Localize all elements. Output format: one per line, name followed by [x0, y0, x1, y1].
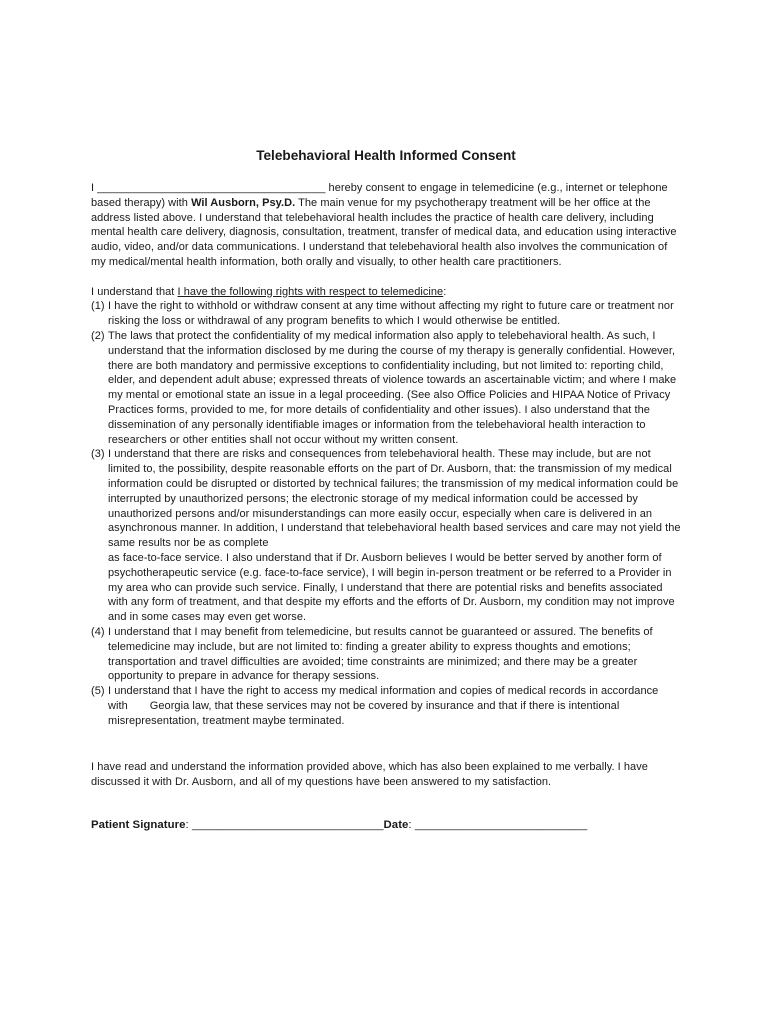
- rights-intro: [91, 285, 681, 300]
- list-item-text-b: Georgia law, that these services may not be covered by insurance and that if there is intentional misrepresentation, treatment maybe terminated.: [108, 699, 620, 727]
- list-item-text: I have the right to withhold or withdraw consent at any time without affecting my right to future care or treatment nor risking the loss or withdrawal of any program benefits to which I would otherwise be entitled.: [108, 300, 674, 328]
- provider-name: Wil Ausborn, Psy.D.: [191, 196, 296, 209]
- rights-intro-colon: :: [443, 285, 447, 298]
- closing-paragraph: I have read and understand the information provided above, which has also been explained to me verbally. I have discussed it with Dr. Ausborn, and all of my questions have been answered to my satisfaction.: [91, 761, 648, 789]
- rights-list: [91, 299, 681, 728]
- patient-signature-label: Patient Signature: [91, 819, 186, 832]
- list-number: (4): [91, 625, 105, 638]
- rights-intro-lead: I understand that: [91, 285, 178, 298]
- list-number: (5): [91, 685, 105, 698]
- list-item-text: I understand that there are risks and consequences from telebehavioral health. These may include, but are not limited to, the possibility, despite reasonable efforts on the part of Dr. Ausborn, that: the transmission of my medical information could be disrupted or distorted by technical failures; the transmission of my medical information could be interrupted by unauthorized persons; the electronic storage of my medical information could be accessed by unauthorized persons and/or misunderstandings can more easily occur, especially when care is delivered in an asynchronous manner. In addition, I understand that telebehavioral health based services and care may not yield the same results nor be as complete: [108, 448, 681, 550]
- list-number: (3): [91, 448, 105, 461]
- colon: :: [408, 819, 415, 832]
- rights-intro-underlined: I have the following rights with respect to telemedicine: [177, 285, 444, 298]
- signature-row: [91, 818, 681, 833]
- list-item-text: I understand that I may benefit from telemedicine, but results cannot be guaranteed or assured. The benefits of telemedicine may include, but are not limited to: finding a greater ability to express thoughts and emotions; transportation and travel difficulties are avoided; time constraints are minimized; and there may be a greater opportunity to prepare in advance for therapy sessions.: [108, 625, 653, 683]
- list-number: (1): [91, 300, 105, 313]
- consent-document: [91, 148, 681, 833]
- name-blank-line[interactable]: _____________________________________: [97, 182, 326, 194]
- date-label: Date: [383, 819, 409, 832]
- list-number: (2): [91, 329, 105, 342]
- right-item-2: [91, 329, 681, 447]
- intro-rest: The main venue for my psychotherapy treatment will be her office at the address listed above. I understand that telebehavioral health includes the practice of health care delivery, including mental health care delivery, diagnosis, consultation, treatment, transfer of medical data, and education using interactive audio, video, and/or data communications. I understand that telebehavioral health also involves the communication of my medical/mental health information, both orally and visually, to other health care practitioners.: [91, 196, 677, 268]
- list-item-text: The laws that protect the confidentiality of my medical information also apply to telebehavioral health. As such, I understand that the information disclosed by me during the course of my therapy is generally confidential. However, there are both mandatory and permissive exceptions to confidentiality including, but not limited to: reporting child, elder, and dependent adult abuse; expressed threats of violence towards an ascertainable victim; and where I make my mental or emotional state an issue in a legal proceeding. (See also Office Policies and HIPAA Notice of Privacy Practices forms, provided to me, for more details of confidentiality and other issues). I also understand that the dissemination of any personally identifiable images or information from the telebehavioral health interaction to researchers or other entities shall not occur without my written consent.: [108, 329, 677, 446]
- right-item-3: [91, 447, 681, 625]
- intro-paragraph: [91, 181, 681, 270]
- right-item-5: [91, 684, 681, 728]
- date-line[interactable]: ___________________________: [414, 819, 588, 832]
- patient-signature-line[interactable]: ______________________________: [191, 819, 384, 832]
- intro-after-blank: hereby consent to engage in telemedicine (e.g., internet or telephone based therapy) with: [91, 182, 668, 209]
- right-item-4: [91, 625, 681, 684]
- intro-prefix: I: [91, 182, 98, 194]
- right-item-1: [91, 299, 681, 329]
- list-item-text: I understand that I have the right to access my medical information and copies of medical records in accordance with: [108, 685, 659, 712]
- list-item-text-continued: as face-to-face service. I also understand that if Dr. Ausborn believes I would be better served by another form of psychotherapeutic service (e.g. face-to-face service), I will begin in-person treatment or be referred to a Provider in my area who can provide such service. Finally, I understand that there are potential risks and benefits associated with any form of treatment, and that despite my efforts and the efforts of Dr. Ausborn, my condition may not improve and in some cases may even get worse.: [108, 551, 675, 624]
- document-title: Telebehavioral Health Informed Consent: [256, 148, 516, 163]
- colon: :: [185, 819, 192, 832]
